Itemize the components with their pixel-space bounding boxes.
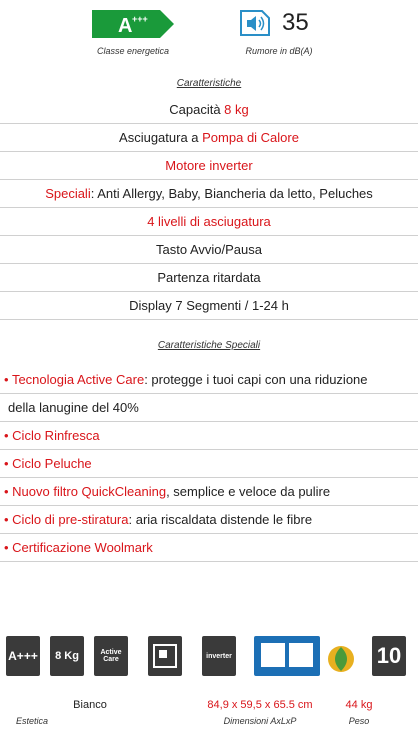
bullet: • bbox=[4, 484, 13, 499]
energy-class-badge bbox=[92, 10, 174, 38]
header-badges bbox=[0, 0, 418, 62]
special-highlight: Ciclo Rinfresca bbox=[12, 428, 100, 443]
aesthetic-label: Estetica bbox=[15, 716, 48, 726]
display-icon bbox=[148, 636, 182, 676]
feature-row bbox=[0, 264, 418, 292]
special-text: : protegge i tuoi capi con una riduzione bbox=[144, 372, 368, 387]
special-highlight: Nuovo filtro QuickCleaning bbox=[12, 484, 167, 499]
svg-text:+++: +++ bbox=[132, 14, 148, 24]
svg-text:A: A bbox=[118, 15, 133, 37]
bullet: • bbox=[4, 428, 13, 443]
feature-highlight: Speciali bbox=[45, 186, 91, 201]
feature-highlight: Pompa di Calore bbox=[202, 130, 299, 145]
weight-label: Peso bbox=[348, 716, 370, 726]
special-feature-row bbox=[0, 450, 418, 478]
special-feature-row bbox=[0, 506, 418, 534]
woolmark-icon bbox=[324, 636, 358, 676]
feature-text: : Anti Allergy, Baby, Biancheria da letto, Peluches bbox=[90, 186, 373, 201]
bullet: • bbox=[4, 540, 13, 555]
features-title: Caratteristiche bbox=[176, 78, 242, 89]
bullet: • bbox=[4, 456, 13, 471]
active-care-icon: Active Care bbox=[94, 636, 128, 676]
speaker-icon bbox=[238, 8, 272, 38]
noise-label: Rumore in dB(A) bbox=[245, 46, 313, 56]
feature-text: Tasto Avvio/Pausa bbox=[156, 242, 262, 257]
special-features-title: Caratteristiche Speciali bbox=[157, 340, 261, 351]
special-highlight: Tecnologia Active Care bbox=[11, 372, 145, 387]
special-feature-row bbox=[0, 394, 418, 422]
special-highlight: Ciclo Peluche bbox=[12, 456, 92, 471]
feature-highlight: 8 kg bbox=[224, 102, 249, 117]
feature-row bbox=[0, 180, 418, 208]
special-feature-row bbox=[0, 478, 418, 506]
warranty-10-years-icon: 10 bbox=[372, 636, 406, 676]
feature-highlight: Motore inverter bbox=[165, 158, 253, 173]
feature-text: Capacità bbox=[169, 102, 225, 117]
app-certification-icon bbox=[254, 636, 320, 676]
special-highlight: Ciclo di pre-stiratura bbox=[12, 512, 129, 527]
special-text: della lanugine del 40% bbox=[8, 400, 139, 415]
dimensions-label: Dimensioni AxLxP bbox=[223, 716, 297, 726]
special-feature-row bbox=[0, 422, 418, 450]
aesthetic-value: Bianco bbox=[73, 699, 107, 711]
feature-text: Asciugatura a bbox=[119, 130, 203, 145]
weight-value: 44 kg bbox=[345, 699, 373, 711]
feature-highlight: 4 livelli di asciugatura bbox=[147, 214, 271, 229]
feature-row bbox=[0, 292, 418, 320]
feature-row bbox=[0, 236, 418, 264]
special-feature-row bbox=[0, 366, 418, 394]
dimensions-value: 84,9 x 59,5 x 65.5 cm bbox=[207, 699, 313, 711]
capacity-icon: 8 Kg bbox=[50, 636, 84, 676]
inverter-icon: inverter bbox=[202, 636, 236, 676]
energy-class-label: Classe energetica bbox=[96, 46, 170, 56]
bullet: • bbox=[4, 372, 12, 387]
special-text: : aria riscaldata distende le fibre bbox=[128, 512, 313, 527]
feature-row bbox=[0, 152, 418, 180]
feature-row bbox=[0, 124, 418, 152]
feature-text: Partenza ritardata bbox=[157, 270, 261, 285]
special-highlight: Certificazione Woolmark bbox=[12, 540, 153, 555]
feature-text: Display 7 Segmenti / 1-24 h bbox=[129, 298, 289, 313]
energy-class-icon: A+++ bbox=[6, 636, 40, 676]
noise-value: 35 bbox=[282, 9, 309, 36]
feature-row bbox=[0, 208, 418, 236]
special-text: , semplice e veloce da pulire bbox=[166, 484, 331, 499]
special-feature-row bbox=[0, 534, 418, 562]
feature-row bbox=[0, 96, 418, 124]
bullet: • bbox=[4, 512, 13, 527]
feature-icons-row bbox=[0, 636, 418, 682]
